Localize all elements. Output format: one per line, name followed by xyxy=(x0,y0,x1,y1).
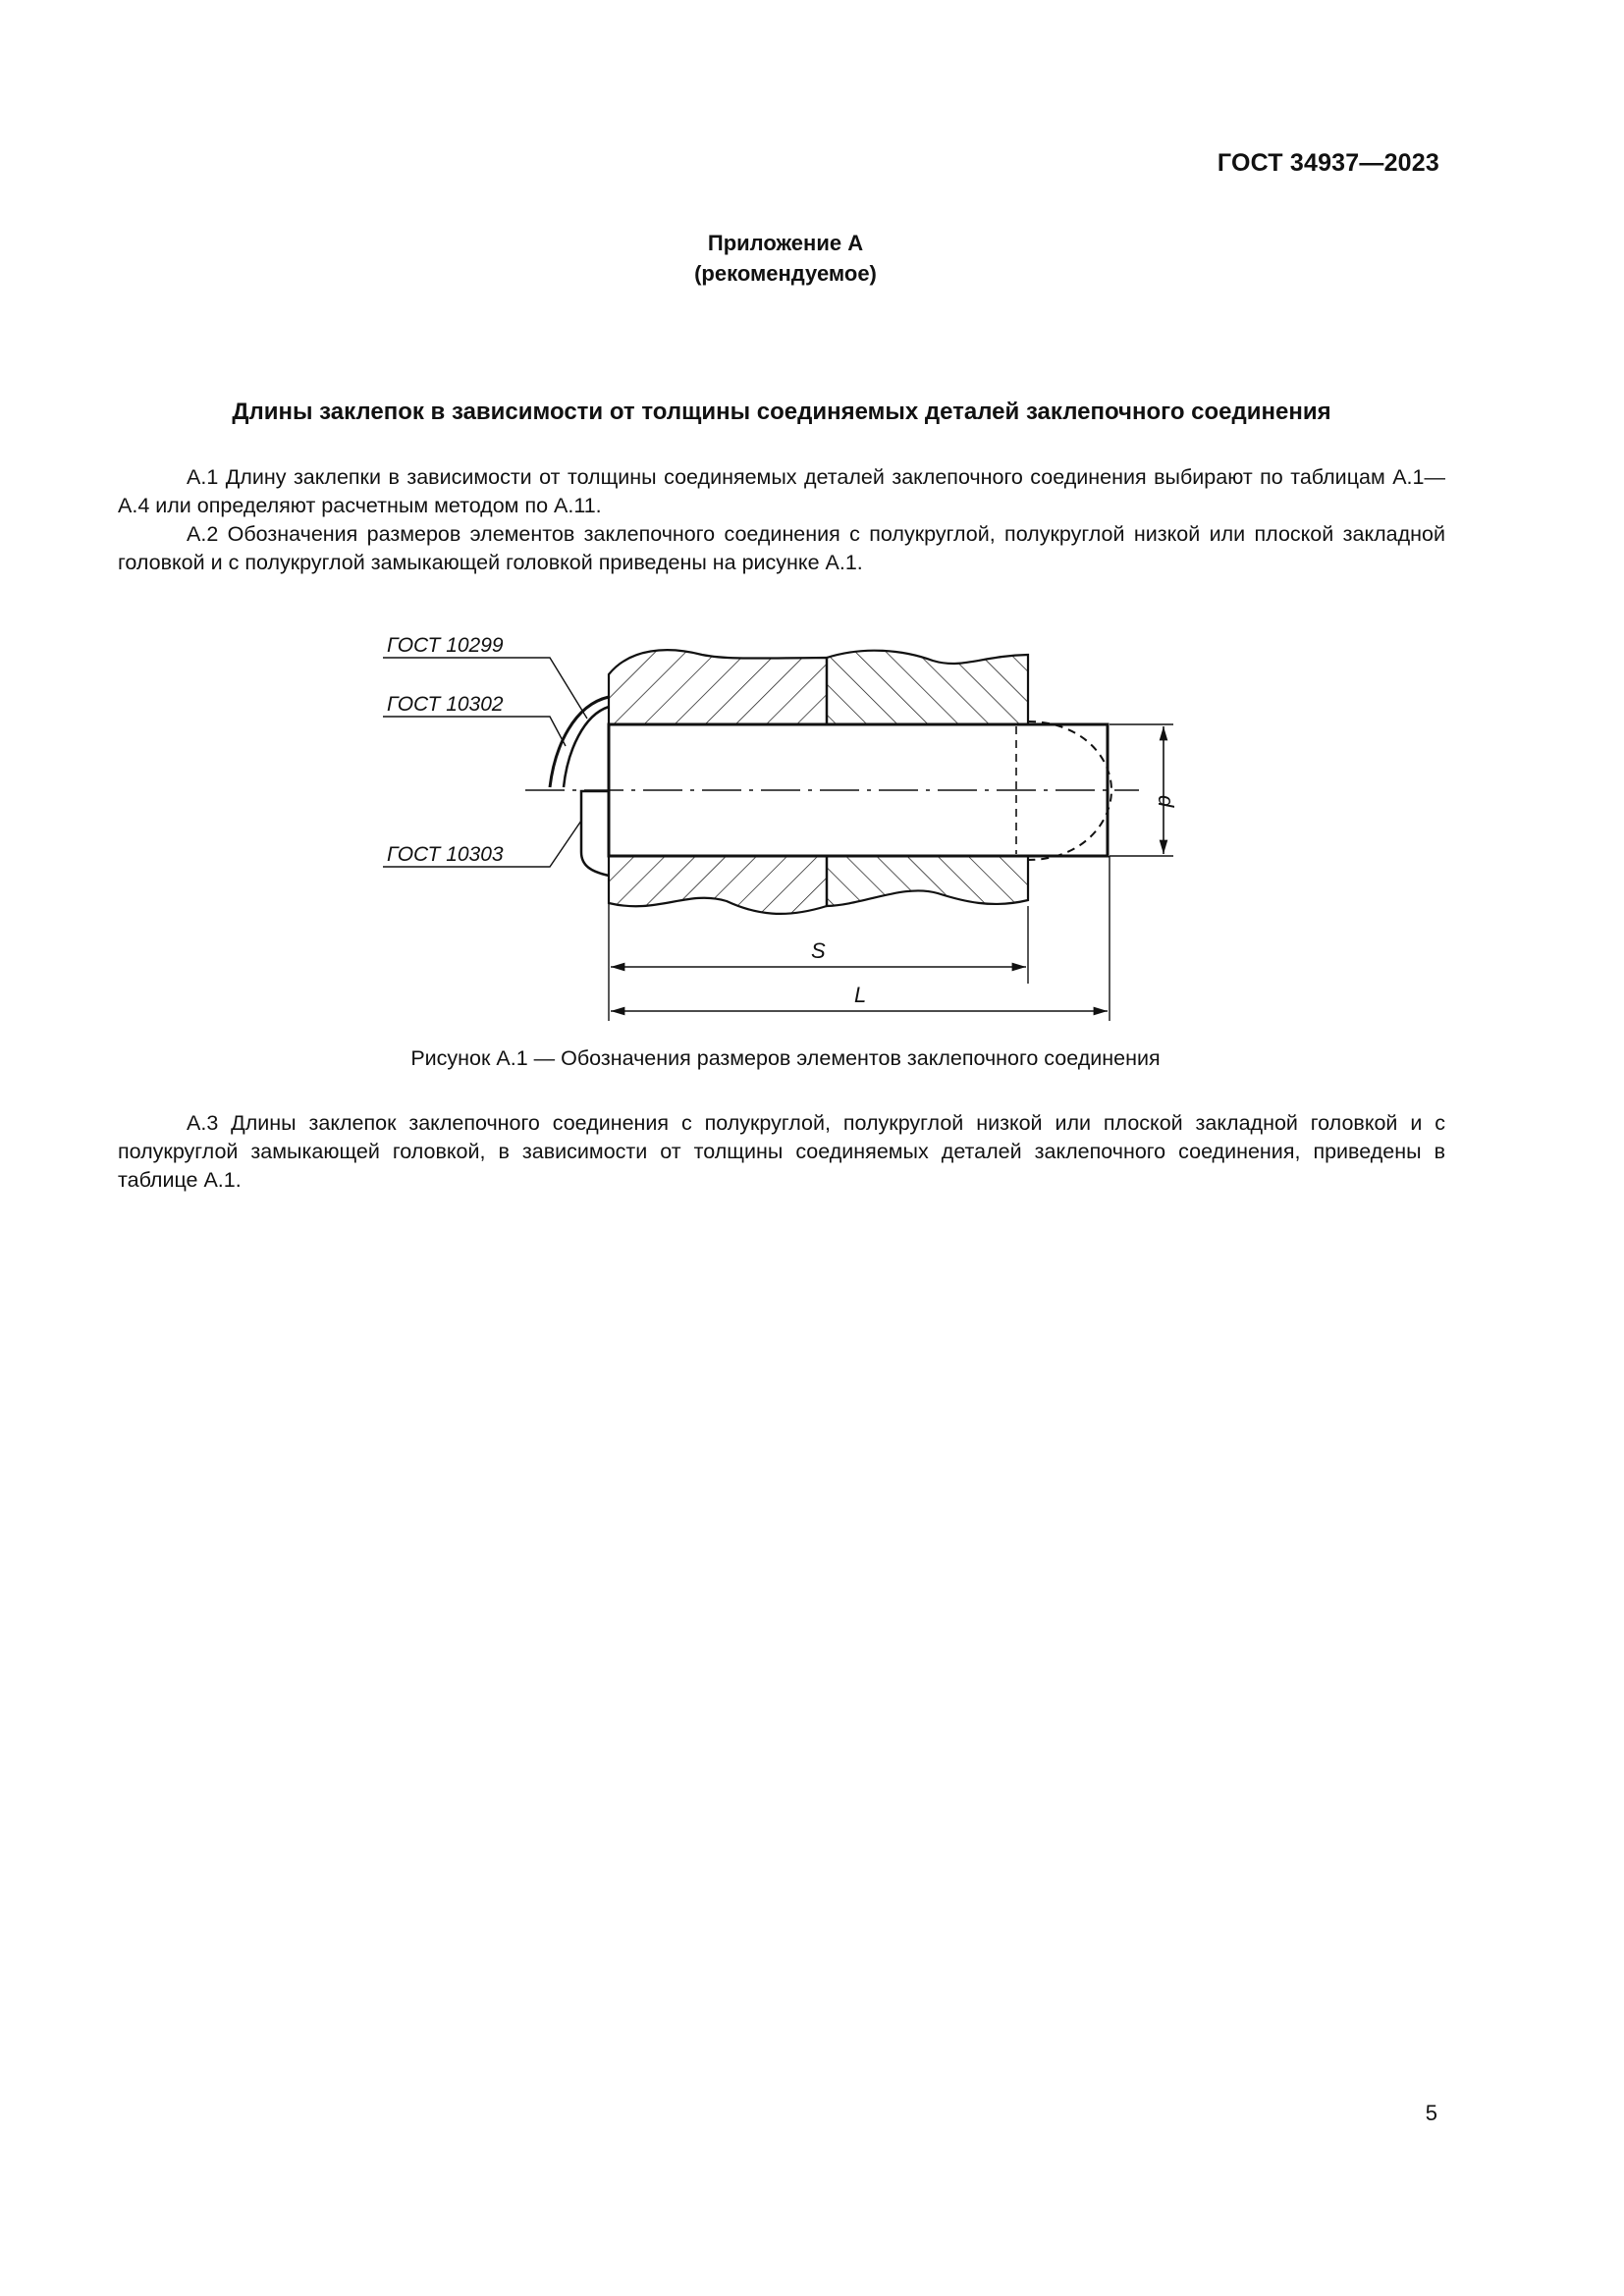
set-head-gost-10302 xyxy=(564,707,609,787)
paragraph-a2: А.2 Обозначения размеров элементов заклепочного соединения с полукруглой, полукруглой низкой или плоской закладной головкой и с полукруглой замыкающей головкой приведены на рисунке А.1. xyxy=(118,522,1445,574)
section-title: Длины заклепок в зависимости от толщины соединяемых деталей заклепочного соединения xyxy=(232,399,1331,425)
appendix-status: (рекомендуемое) xyxy=(694,261,877,286)
paragraph-a3: А.3 Длины заклепок заклепочного соединения с полукруглой, полукруглой низкой или плоской закладной головкой и с полукруглой замыкающей головкой, в зависимости от толщины соединяемых деталей заклепочного соединения, приведены в таблице А.1. xyxy=(118,1111,1445,1192)
lower-plate-right xyxy=(827,856,1028,906)
rivet-joint-drawing xyxy=(373,628,1178,1041)
label-gost-10302: ГОСТ 10302 xyxy=(387,693,504,716)
appendix-heading xyxy=(0,228,1571,289)
document-standard-number: ГОСТ 34937—2023 xyxy=(1217,149,1439,177)
lower-plate-left xyxy=(609,856,827,914)
set-head-gost-10303 xyxy=(581,791,609,876)
upper-plate-right xyxy=(827,651,1028,724)
dimension-d-label: d xyxy=(1154,795,1178,808)
label-gost-10303: ГОСТ 10303 xyxy=(387,843,504,866)
appendix-title: Приложение А xyxy=(707,231,864,255)
label-gost-10299: ГОСТ 10299 xyxy=(387,634,504,657)
rivet-joint-figure xyxy=(373,628,1178,1041)
upper-plate-left xyxy=(609,650,827,724)
dimension-l-label: L xyxy=(854,983,867,1007)
page-number: 5 xyxy=(1425,2101,1437,2125)
figure-caption: Рисунок А.1 — Обозначения размеров элементов заклепочного соединения xyxy=(410,1046,1161,1070)
paragraph-a1: А.1 Длину заклепки в зависимости от толщины соединяемых деталей заклепочного соединения выбирают по таблицам А.1—А.4 или определяют расчетным методом по А.11. xyxy=(118,465,1445,517)
dimension-s-label: S xyxy=(811,938,826,963)
